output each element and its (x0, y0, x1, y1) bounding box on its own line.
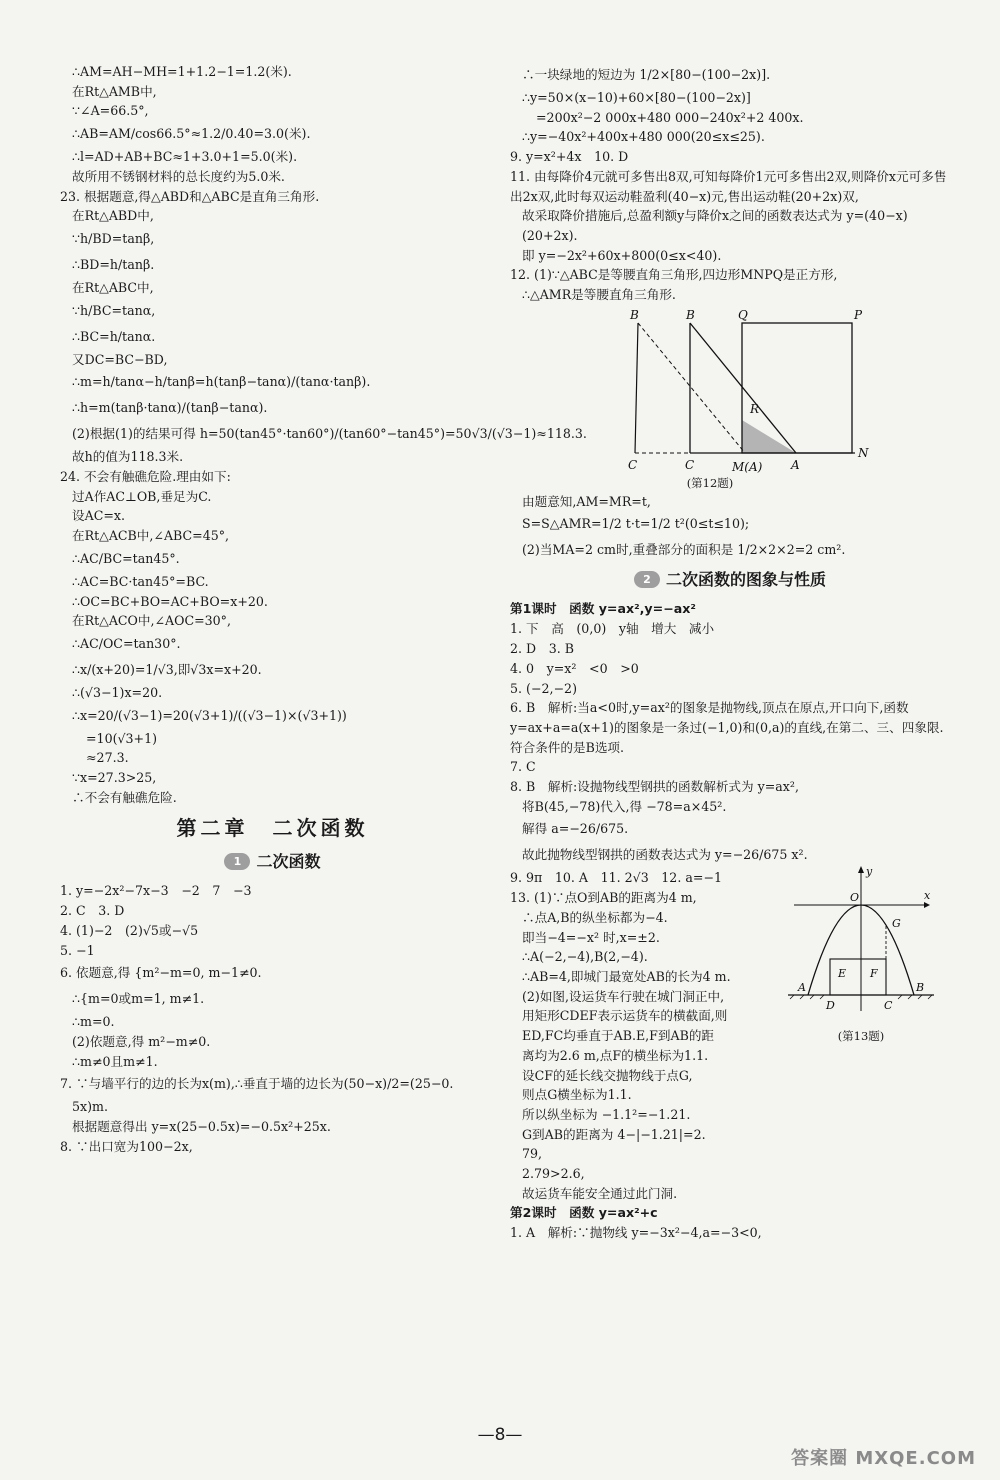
text-line: S=S△AMR=1/2 t·t=1/2 t²(0≤t≤10); (522, 516, 750, 532)
fig12-label: C (685, 457, 695, 472)
text-line: 根据题意得出 y=x(25−0.5x)=−0.5x²+25x. (72, 1119, 331, 1135)
fig12-label: Q (738, 307, 748, 322)
text-line: 12. (1)∵△ABC是等腰直角三角形,四边形MNPQ是正方形, (510, 267, 838, 283)
text-line: 解得 a=−26/675. (522, 821, 629, 837)
figure-13-diagram (786, 863, 936, 1023)
text-line: 5. −1 (60, 942, 95, 958)
fig13-label: O (850, 890, 860, 904)
text-line: ∴AC=BC·tan45°=BC. (72, 573, 209, 589)
figure-12-caption: (第12题) (686, 475, 734, 490)
fig12-label: B (630, 307, 639, 322)
fig12-label: N (858, 445, 869, 460)
section-heading-1 (60, 847, 485, 877)
text-line: 4. 0 y=x² <0 >0 (510, 660, 639, 676)
text-line: 7. C (510, 759, 536, 775)
text-line: (2)如图,设运货车行驶在城门洞正中, (522, 988, 725, 1004)
text-line: ∴AC/OC=tan30°. (72, 635, 181, 651)
text-line: ∴BD=h/tanβ. (72, 256, 155, 272)
fig13-label: y (866, 864, 873, 878)
fig13-label: E (838, 966, 847, 980)
text-line: 5. (−2,−2) (510, 680, 577, 696)
left-lines-2 (60, 881, 485, 1156)
text-line: 5x)m. (72, 1099, 108, 1115)
text-line: 又DC=BC−BD, (72, 351, 168, 367)
text-line: 9. y=x²+4x 10. D (510, 149, 629, 165)
text-line: 8. ∵出口宽为100−2x, (60, 1138, 193, 1154)
text-line: ∴h=m(tanβ·tanα)/(tanβ−tanα). (72, 400, 268, 416)
text-line: =10(√3+1) (86, 730, 158, 746)
text-line: 故采取降价措施后,总盈利额y与降价x之间的函数表达式为 y=(40−x)(20+2x). (522, 208, 908, 243)
text-line: ∴x/(x+20)=1/√3,即√3x=x+20. (72, 661, 262, 677)
fig12-label: R (750, 401, 760, 416)
fig12-label: A (791, 457, 800, 472)
chapter-title: 第二章 二次函数 (176, 816, 369, 841)
shaded-overlap (742, 420, 796, 453)
text-line: 即当−4=−x² 时,x=±2. (522, 929, 660, 945)
text-line: ∴△AMR是等腰直角三角形. (522, 287, 676, 303)
text-line: ∴AB=AM/cos66.5°≈1.2/0.40=3.0(米). (72, 126, 311, 142)
text-line: ∴m=0. (72, 1014, 115, 1030)
fig12-label: B (686, 307, 695, 322)
figure-13 (786, 863, 936, 1043)
fig13-label: B (916, 980, 925, 994)
section-heading-2 (510, 565, 950, 595)
text-line: ∴点A,B的纵坐标都为−4. (522, 909, 668, 925)
text-line: 设AC=x. (72, 508, 125, 524)
figure-12 (510, 305, 950, 480)
text-line: ∵h/BD=tanβ, (72, 230, 155, 246)
text-line: 13. (1)∵点O到AB的距离为4 m, (510, 890, 697, 906)
fig12-label: M(A) (732, 459, 763, 474)
text-line: 11. 由每降价4元就可多售出8双,可知每降价1元可多售出2双,则降价x元可多售出2x双,此时每双运动鞋盈利(40−x)元,售出运动鞋(20+2x)双, (510, 168, 947, 204)
text-line: =200x²−2 000x+480 000−240x²+2 400x. (536, 109, 804, 125)
text-line: 6. 依题意,得 {m²−m=0, m−1≠0. (60, 965, 262, 981)
text-line: (2)依题意,得 m²−m≠0. (72, 1033, 211, 1049)
text-line: ∵x=27.3>25, (72, 770, 157, 786)
text-line: 在Rt△ACO中,∠AOC=30°, (72, 613, 231, 629)
text-line: ∴m=h/tanα−h/tanβ=h(tanβ−tanα)/(tanα·tanβ). (72, 374, 371, 390)
text-line: 2. C 3. D (60, 903, 125, 919)
right-lines-1 (510, 62, 950, 305)
text-line: ∴BC=h/tanα. (72, 328, 156, 344)
text-line: 7. ∵与墙平行的边的长为x(m),∴垂直于墙的边长为(50−x)/2=(25−0. (60, 1076, 454, 1092)
text-line: 即 y=−2x²+60x+800(0≤x<40). (522, 247, 722, 263)
fig13-label: D (826, 998, 835, 1012)
fig12-label: P (854, 307, 863, 322)
text-line: ∴(√3−1)x=20. (72, 684, 163, 700)
text-line: 8. B 解析:设抛物线型钢拱的函数解析式为 y=ax², (510, 779, 799, 795)
text-line: 2.79>2.6, (522, 1166, 585, 1182)
text-line: 在Rt△ABC中, (72, 279, 154, 295)
section-number-badge: 2 (634, 571, 660, 588)
fig13-label: F (870, 966, 878, 980)
fig13-label: G (892, 916, 901, 930)
text-line: 在Rt△ABD中, (72, 208, 154, 224)
text-line: 在Rt△AMB中, (72, 83, 157, 99)
text-line: ∴y=−40x²+400x+480 000(20≤x≤25). (522, 129, 765, 145)
text-line: ∴OC=BC+BO=AC+BO=x+20. (72, 593, 268, 609)
text-line: ∴AB=4,即城门最宽处AB的长为4 m. (522, 968, 731, 984)
text-line: 1. 下 高 (0,0) y轴 增大 减小 (510, 621, 715, 637)
watermark-logo: 答案圈 MXQE.COM (791, 1448, 976, 1469)
text-line: 用矩形CDEF表示运货车的横截面,则 (522, 1008, 728, 1024)
text-line: 4. (1)−2 (2)√5或−√5 (60, 922, 199, 938)
fig13-label: C (884, 998, 893, 1012)
lesson-title-2: 第2课时 函数 y=ax²+c (510, 1205, 658, 1221)
right-lines-3 (510, 619, 950, 1203)
text-line: ∴一块绿地的短边为 1/2×[80−(100−2x)]. (522, 67, 771, 82)
section-title: 二次函数 (256, 852, 321, 872)
text-line: 由题意知,AM=MR=t, (522, 493, 651, 509)
text-line: 将B(45,−78)代入,得 −78=a×45². (522, 798, 727, 814)
text-line: ∴{m=0或m=1, m≠1. (72, 991, 205, 1007)
text-line: 设CF的延长线交抛物线于点G, (522, 1067, 693, 1083)
text-line: ∴y=50×(x−10)+60×[80−(100−2x)] (522, 90, 751, 105)
text-line: (2)根据(1)的结果可得 h=50(tan45°·tan60°)/(tan60°−tan45°)=50√3/(√3−1)≈118.3. (72, 426, 587, 442)
text-line: 故此抛物线型钢拱的函数表达式为 y=−26/675 x². (522, 847, 808, 863)
text-line: ∴不会有触礁危险. (72, 789, 177, 805)
text-line: ∴AC/BC=tan45°. (72, 550, 180, 566)
text-line: 则点G横坐标为1.1. (522, 1087, 632, 1103)
text-line: ∵h/BC=tanα, (72, 302, 156, 318)
fig12-label: C (628, 457, 638, 472)
text-line: 在Rt△ACB中,∠ABC=45°, (72, 528, 230, 544)
text-line: ∴A(−2,−4),B(2,−4). (522, 949, 648, 965)
text-line: ∴l=AD+AB+BC≈1+3.0+1=5.0(米). (72, 149, 298, 165)
text-line: (2)当MA=2 cm时,重叠部分的面积是 1/2×2×2=2 cm². (522, 542, 846, 558)
text-line: ≈27.3. (86, 750, 129, 766)
text-line: ED,FC均垂直于AB.E,F到AB的距 (522, 1028, 715, 1044)
text-line: 1. A 解析:∵抛物线 y=−3x²−4,a=−3<0, (510, 1225, 762, 1241)
text-line: 24. 不会有触礁危险.理由如下: (60, 469, 231, 485)
text-line: 离均为2.6 m,点F的横坐标为1.1. (522, 1047, 709, 1063)
text-line: 2. D 3. B (510, 641, 574, 657)
page-number: —8— (477, 1425, 523, 1445)
text-line: 6. B 解析:当a<0时,y=ax²的图象是抛物线,顶点在原点,开口向下,函数 y=ax+a=a(x+1)的图象是一条过(−1,0)和(0,a)的直线,在第二、三、四象限.符合条件的是B选项. (510, 700, 944, 755)
section-title: 二次函数的图象与性质 (665, 570, 826, 590)
figure-13-caption: (第13题) (837, 1028, 885, 1043)
text-line: 故运货车能安全通过此门洞. (522, 1185, 678, 1201)
text-line: 9. 9π 10. A 11. 2√3 12. a=−1 (510, 870, 722, 886)
text-line: ∵∠A=66.5°, (72, 103, 149, 119)
text-line: 1. y=−2x²−7x−3 −2 7 −3 (60, 883, 252, 899)
text-line: G到AB的距离为 4−|−1.21|=2. (522, 1126, 706, 1142)
text-line: 过A作AC⊥OB,垂足为C. (72, 488, 212, 504)
text-line: ∴x=20/(√3−1)=20(√3+1)/((√3−1)×(√3+1)) (72, 707, 347, 723)
text-line: ∴AM=AH−MH=1+1.2−1=1.2(米). (72, 64, 292, 79)
right-column (510, 62, 950, 1243)
right-lines-2 (510, 492, 950, 564)
text-line: 所以纵坐标为 −1.1²=−1.21. (522, 1106, 691, 1122)
text-line: 故h的值为118.3米. (72, 449, 184, 465)
lesson-title-1: 第1课时 函数 y=ax²,y=−ax² (510, 601, 696, 617)
text-line: 79, (522, 1146, 543, 1162)
fig13-label: x (924, 888, 931, 902)
text-line: 23. 根据题意,得△ABD和△ABC是直角三角形. (60, 188, 320, 204)
figure-12-diagram (510, 305, 950, 480)
fig13-label: A (798, 980, 806, 994)
section-number-badge: 1 (224, 853, 250, 870)
text-line: 故所用不锈钢材料的总长度约为5.0米. (72, 168, 285, 184)
text-line: ∴m≠0且m≠1. (72, 1053, 158, 1069)
